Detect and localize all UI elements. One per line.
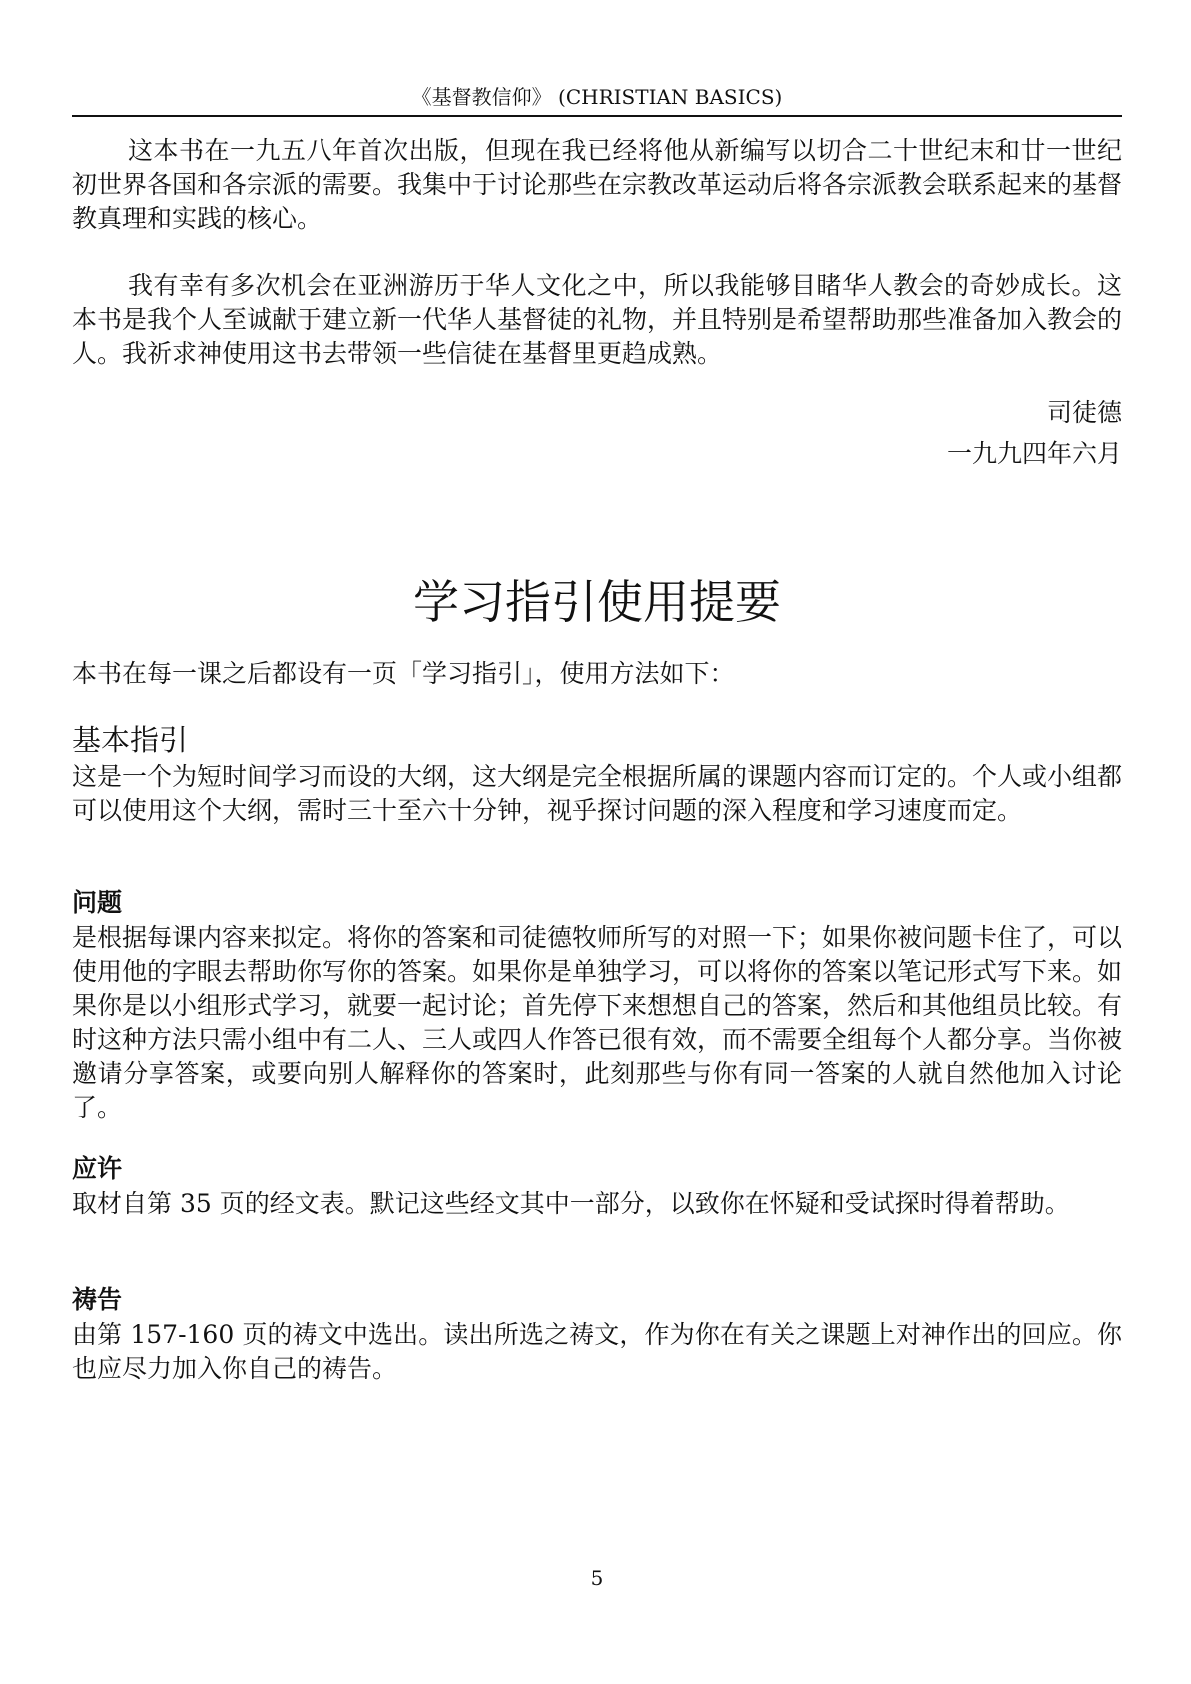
document-page — [72, 0, 1122, 1684]
author-signature: 司徒德 — [1046, 398, 1122, 427]
prayer-text: 由第 157-160 页的祷文中选出。读出所选之祷文，作为你在有关之课题上对神作出的回应。你也应尽力加入你自己的祷告。 — [72, 1320, 1122, 1383]
preface-paragraph-2: 我有幸有多次机会在亚洲游历于华人文化之中，所以我能够目睹华人教会的奇妙成长。这本书是我个人至诚献于建立新一代华人基督徒的礼物，并且特别是希望帮助那些准备加入教会的人。我祈求神使用这书去带领一些信徒在基督里更趋成熟。 — [72, 271, 1123, 368]
promises-text: 取材自第 35 页的经文表。默记这些经文其中一部分，以致你在怀疑和受试探时得着帮助。 — [72, 1189, 1070, 1218]
page-title: 学习指引使用提要 — [413, 575, 781, 629]
questions-text: 是根据每课内容来拟定。将你的答案和司徒德牧师所写的对照一下；如果你被问题卡住了，可以使用他的字眼去帮助你写你的答案。如果你是单独学习，可以将你的答案以笔记形式写下来。如果你是以小组形式学习，就要一起讨论；首先停下来想想自己的答案，然后和其他组员比较。有时这种方法只需小组中有二人、三人或四人作答已很有效，而不需要全组每个人都分享。当你被邀请分享答案，或要向别人解释你的答案时，此刻那些与你有同一答案的人就自然他加入讨论了。 — [72, 923, 1123, 1122]
header-rule — [72, 115, 1122, 117]
basic-guide-text: 这是一个为短时间学习而设的大纲，这大纲是完全根据所属的课题内容而订定的。个人或小组都可以使用这个大纲，需时三十至六十分钟，视乎探讨问题的深入程度和学习速度而定。 — [72, 762, 1123, 825]
prayer-heading: 祷告 — [72, 1285, 123, 1314]
page-number: 5 — [590, 1566, 604, 1590]
preface-paragraph-1: 这本书在一九五八年首次出版，但现在我已经将他从新编写以切合二十世纪末和廿一世纪初世界各国和各宗派的需要。我集中于讨论那些在宗教改革运动后将各宗派教会联系起来的基督教真理和实践的核心。 — [72, 136, 1123, 233]
running-header: 《基督教信仰》 (CHRISTIAN BASICS) — [411, 85, 783, 109]
promises-heading: 应许 — [72, 1154, 123, 1183]
signature-date: 一九九四年六月 — [946, 439, 1122, 468]
basic-guide-heading: 基本指引 — [72, 723, 189, 757]
study-guide-intro: 本书在每一课之后都设有一页「学习指引」，使用方法如下： — [72, 659, 735, 688]
questions-heading: 问题 — [72, 888, 123, 917]
